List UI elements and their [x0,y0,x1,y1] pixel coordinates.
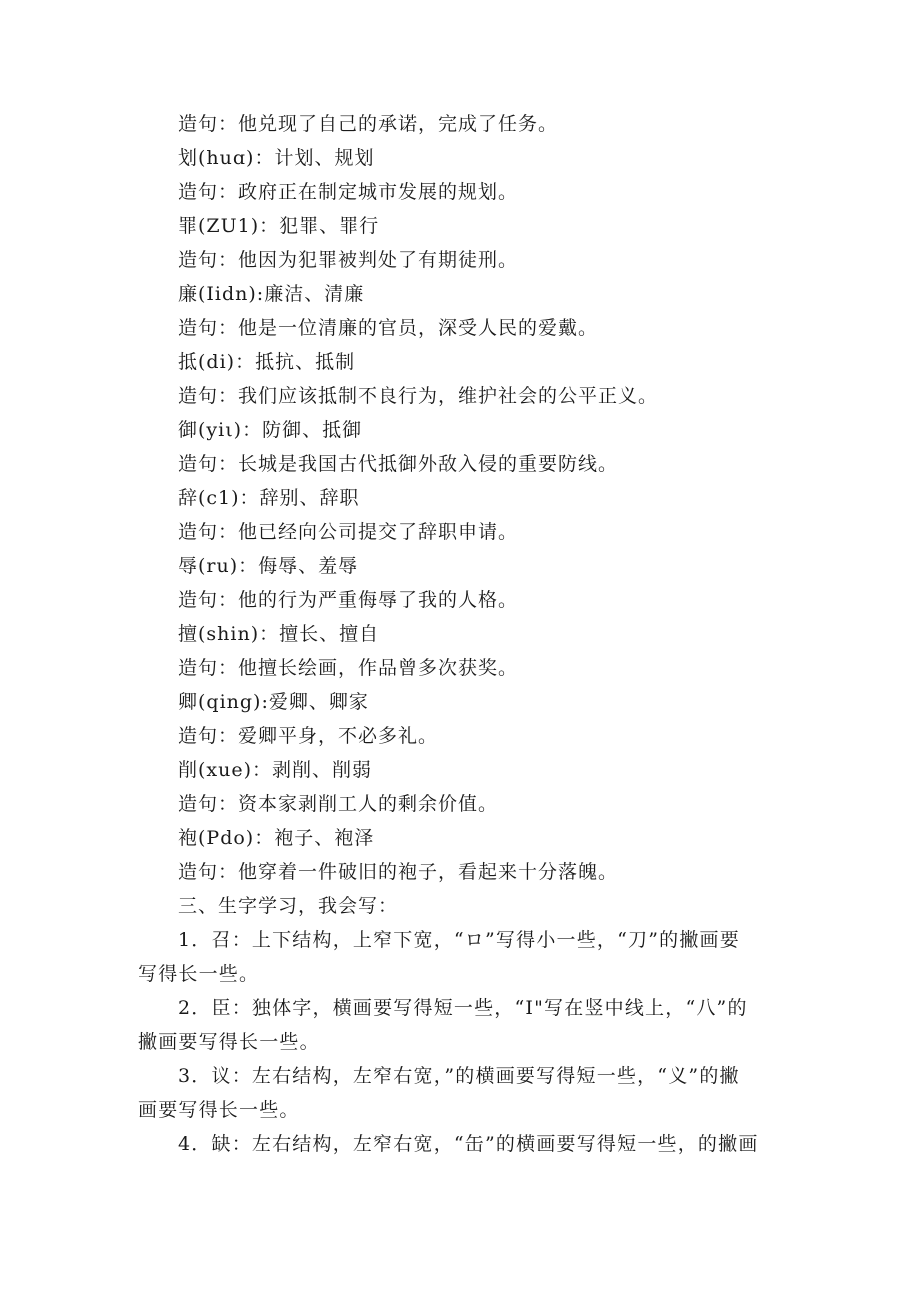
writing-tip-3: 3．议：左右结构，左窄右宽，”的横画要写得短一些，“义”的撇 [178,1065,740,1087]
example-sentence: 造句：他的行为严重侮辱了我的人格。 [178,589,519,611]
writing-tip-2-continued: 撇画要写得长一些。 [138,1031,320,1053]
example-sentence: 造句：他擅长绘画，作品曾多次获奖。 [178,657,519,679]
vocab-entry: 辱(ru)：侮辱、羞辱 [178,555,359,577]
vocab-entry: 廉(Iidn):廉洁、清廉 [178,283,365,305]
example-sentence: 造句：他兑现了自己的承诺，完成了任务。 [178,113,559,135]
example-sentence: 造句：爱卿平身，不必多礼。 [178,725,439,747]
writing-tip-4: 4．缺：左右结构，左窄右宽，“缶”的横画要写得短一些，的撇画 [178,1133,759,1155]
vocab-entry: 辞(c1)：辞别、辞职 [178,487,360,509]
vocab-entry: 擅(shin)：擅长、擅自 [178,623,380,645]
example-sentence: 造句：长城是我国古代抵御外敌入侵的重要防线。 [178,453,619,475]
document-body [138,107,778,1161]
section-heading: 三、生字学习，我会写： [178,895,399,917]
example-sentence: 造句：他是一位清廉的官员，深受人民的爱戴。 [178,317,599,339]
example-sentence: 造句：我们应该抵制不良行为，维护社会的公平正义。 [178,385,659,407]
writing-tip-1-continued: 写得长一些。 [138,963,260,985]
writing-tip-1: 1．召：上下结构，上窄下宽，“ロ”写得小一些，“刀”的撇画要 [178,929,740,951]
vocab-entry: 卿(qing):爱卿、卿家 [178,691,369,713]
example-sentence: 造句：他穿着一件破旧的袍子，看起来十分落魄。 [178,861,619,883]
example-sentence: 造句：他已经向公司提交了辞职申请。 [178,521,519,543]
vocab-entry: 削(xue)：剥削、削弱 [178,759,373,781]
vocab-entry: 划(huɑ)：计划、规划 [178,147,375,169]
example-sentence: 造句：他因为犯罪被判处了有期徒刑。 [178,249,519,271]
example-sentence: 造句：政府正在制定城市发展的规划。 [178,181,519,203]
vocab-entry: 抵(di)：抵抗、抵制 [178,351,356,373]
vocab-entry: 御(yiι)：防御、抵御 [178,419,363,441]
writing-tip-3-continued: 画要写得长一些。 [138,1099,300,1121]
example-sentence: 造句：资本家剥削工人的剩余价值。 [178,793,499,815]
vocab-entry: 袍(Pdo)：袍子、袍泽 [178,827,375,849]
vocab-entry: 罪(ZU1)：犯罪、罪行 [178,215,380,237]
writing-tip-2: 2．臣：独体字，横画要写得短一些，“I"写在竖中线上，“八”的 [178,997,748,1019]
